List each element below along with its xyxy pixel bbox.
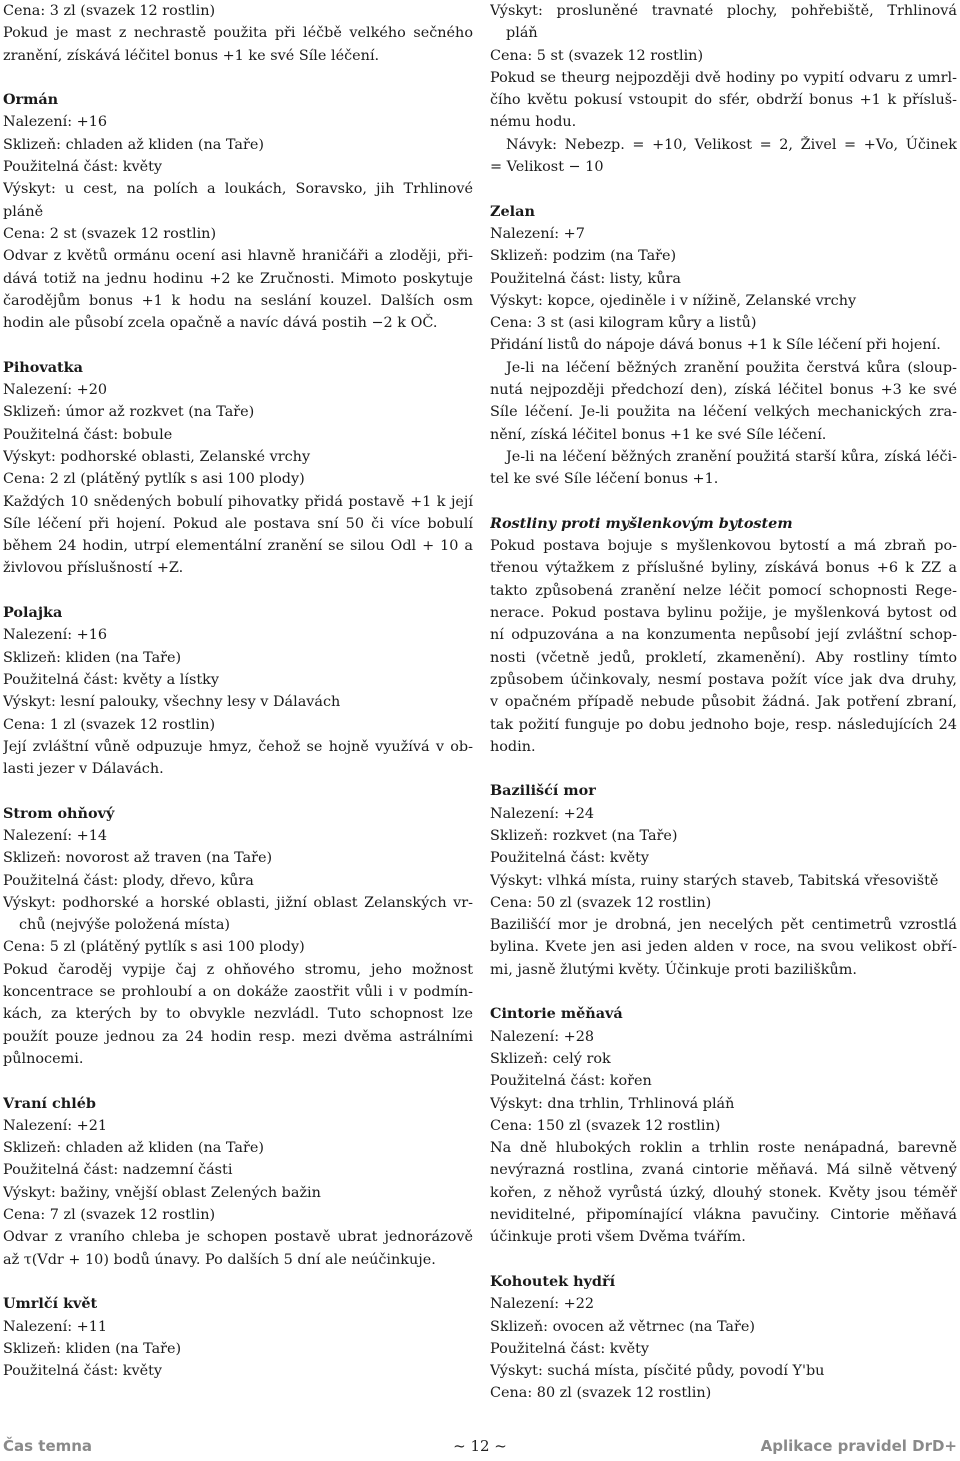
text-line: Sklizeň: podzim (na Taře) xyxy=(490,248,677,265)
text-line: Použitelná část: kořen xyxy=(490,1073,652,1090)
text-line: Návyk: Nebezp. = +10, Velikost = 2, Živel = +Vo, Účinek xyxy=(506,136,957,153)
entry-heading: Umrlčí květ xyxy=(3,1295,98,1313)
text-line: Výskyt: lesní palouky, všechny lesy v Dálavách xyxy=(3,694,341,711)
entry-heading: Cintorie měňavá xyxy=(490,1005,623,1023)
text-line: živlovou příslušností +Z. xyxy=(3,560,184,577)
paragraph-gap xyxy=(3,334,473,356)
text-line: Na dně hlubokých roklin a trhlin roste nenápadná, barevně xyxy=(490,1140,957,1157)
text-line: Výskyt: bažiny, vnější oblast Zelených bažin xyxy=(3,1184,321,1201)
text-line: Použitelná část: plody, dřevo, kůra xyxy=(3,872,254,889)
text-line: hodin. xyxy=(490,738,536,755)
text-line: Výskyt: podhorské a horské oblasti, jižní oblast Zelanských vr- xyxy=(3,894,473,911)
text-line: Je-li na léčení běžných zranění použitá starší kůra, získá léči- xyxy=(506,448,957,465)
text-line: Nalezení: +20 xyxy=(3,382,108,399)
paragraph-gap xyxy=(490,758,957,780)
right-column xyxy=(490,0,957,1405)
text-line: Pokud čaroděj vypije čaj z ohňového stromu, jeho možnost xyxy=(3,961,473,978)
text-line: Cena: 50 zl (svazek 12 rostlin) xyxy=(490,894,712,911)
text-line: Je-li na léčení běžných zranění použita čerstvá kůra (sloup- xyxy=(506,359,957,376)
text-line: Použitelná část: květy xyxy=(3,159,163,176)
text-line: způsobem účinkovaly, nesmí postava požít více jak dva druhy, xyxy=(490,671,957,688)
text-line: Sklizeň: chladen až kliden (na Taře) xyxy=(3,1140,264,1157)
page-number: ~ 12 ~ xyxy=(453,1437,507,1455)
text-line: nutá nejpozději předchozí den), získá léčitel bonus +3 ke své xyxy=(490,382,957,399)
text-line: Použitelná část: květy xyxy=(490,1340,650,1357)
text-line: takto způsobená zranění nelze léčit pomocí schopnosti Rege- xyxy=(490,582,957,599)
text-line: Cena: 3 st (asi kilogram kůry a listů) xyxy=(490,315,757,332)
text-line: Sklizeň: chladen až kliden (na Taře) xyxy=(3,136,264,153)
text-line: Nalezení: +14 xyxy=(3,827,108,844)
text-line: Sklizeň: novorost až traven (na Taře) xyxy=(3,850,273,867)
paragraph-gap xyxy=(3,67,473,89)
left-column xyxy=(3,0,473,1382)
text-line: půlnocemi. xyxy=(3,1050,84,1067)
text-line: Cena: 2 zl (plátěný pytlík s asi 100 plody) xyxy=(3,471,305,488)
text-line: Výskyt: prosluněné travnaté plochy, pohřebiště, Trhlinová xyxy=(490,3,957,19)
text-line: Přidání listů do nápoje dává bonus +1 k Síle léčení při hojení. xyxy=(490,337,941,354)
text-line: Nalezení: +7 xyxy=(490,225,585,242)
entry-heading: Rostliny proti myšlenkovým bytostem xyxy=(490,514,793,532)
text-line: Použitelná část: nadzemní části xyxy=(3,1162,233,1179)
text-line: Cena: 5 st (svazek 12 rostlin) xyxy=(490,47,704,64)
text-line: Použitelná část: květy xyxy=(3,1363,163,1380)
text-line: Odvar z vraního chleba je schopen postavě ubrat jednorázově xyxy=(3,1229,473,1246)
text-line: Nalezení: +28 xyxy=(490,1028,595,1045)
text-line: nevýrazná rostlina, zvaná cintorie měňavá. Má silně větvený xyxy=(490,1162,957,1179)
text-line: kořen, z něhož vyrůstá úzký, dlouhý stonek. Květy jsou téměř xyxy=(490,1184,957,1201)
text-line: až τ(Vdr + 10) bodů únavy. Po dalších 5 dní ale neúčinkuje. xyxy=(3,1251,436,1268)
paragraph-gap xyxy=(3,580,473,602)
paragraph-gap xyxy=(490,178,957,200)
text-line: použít pouze jednou za 24 hodin resp. mezi dvěma astrálními xyxy=(3,1028,473,1045)
paragraph-gap xyxy=(3,1271,473,1293)
text-line: Cena: 150 zl (svazek 12 rostlin) xyxy=(490,1117,721,1134)
text-line: Sklizeň: celý rok xyxy=(490,1050,611,1067)
footer-series-title: Aplikace pravidel DrD+ xyxy=(760,1437,957,1455)
paragraph-gap xyxy=(490,981,957,1003)
text-line: Použitelná část: listy, kůra xyxy=(490,270,681,287)
entry-heading: Polajka xyxy=(3,604,63,622)
text-line: Výskyt: suchá místa, písčité půdy, povodí Y'bu xyxy=(490,1363,825,1380)
text-line: Nalezení: +21 xyxy=(3,1117,108,1134)
text-line: pláně xyxy=(3,203,44,220)
text-line: dává totiž na jednu hodinu +2 ke Zručnosti. Mimoto poskytuje xyxy=(3,270,473,287)
text-line: nosti (včetně jedů, prokletí, zkamenění). Aby rostliny tímto xyxy=(490,649,957,666)
entry-heading: Bazilišćí mor xyxy=(490,782,596,800)
text-line: bylina. Kvete jen asi jeden alden v roce, na svou velikost obří- xyxy=(490,939,957,956)
text-line: Sklizeň: kliden (na Taře) xyxy=(3,649,182,666)
text-line: tak požití funguje po dobu jednoho boje, resp. následujících 24 xyxy=(490,716,957,733)
text-line: Nalezení: +24 xyxy=(490,805,595,822)
page-footer xyxy=(0,1437,960,1461)
text-line: Cena: 3 zl (svazek 12 rostlin) xyxy=(3,3,216,19)
text-line: Nalezení: +16 xyxy=(3,114,108,131)
text-line: chů (nejvýše položená místa) xyxy=(19,917,231,934)
text-line: Sklizeň: kliden (na Taře) xyxy=(3,1340,182,1357)
text-line: hodin ale působí zcela opačně a navíc dává postih −2 k OČ. xyxy=(3,315,438,332)
entry-heading: Vraní chléb xyxy=(3,1094,96,1112)
text-line: tel ke své Síle léčení bonus +1. xyxy=(490,471,719,488)
text-line: Nalezení: +16 xyxy=(3,627,108,644)
text-line: zranění, získává léčitel bonus +1 ke své Síle léčení. xyxy=(3,47,380,64)
text-line: pláň xyxy=(506,25,538,42)
text-line: Sklizeň: rozkvet (na Taře) xyxy=(490,827,678,844)
text-line: neviditelné, připomínající vlákna pavučiny. Cintorie měňavá xyxy=(490,1207,957,1224)
text-line: Výskyt: podhorské oblasti, Zelanské vrchy xyxy=(3,448,311,465)
text-line: Výskyt: dna trhlin, Trhlinová pláň xyxy=(490,1095,735,1112)
text-line: Každých 10 snědených bobulí pihovatky přidá postavě +1 k její xyxy=(3,493,473,510)
entry-heading: Pihovatka xyxy=(3,358,83,376)
entry-heading: Kohoutek hydří xyxy=(490,1272,616,1290)
entry-heading: Zelan xyxy=(490,202,535,220)
text-line: Síle léčení při hojení. Pokud ale postava sní 50 či více bobulí xyxy=(3,515,473,532)
text-line: Pokud postava bojuje s myšlenkovou bytostí a má zbraň po- xyxy=(490,538,957,555)
text-line: Síle léčení. Je-li použita na léčení velkých mechanických zra- xyxy=(490,404,957,421)
text-line: v opačném případě nebude působit žádná. Jak potření zbraní, xyxy=(490,694,957,711)
footer-book-title: Čas temna xyxy=(3,1437,93,1455)
text-line: Pokud se theurg nejpozději dvě hodiny po vypití odvaru z umrl- xyxy=(490,69,957,86)
text-line: mi, jasně žlutými květy. Účinkuje proti baziliškům. xyxy=(490,961,857,978)
text-line: = Velikost − 10 xyxy=(490,159,604,176)
text-line: účinkuje proti všem Dvěma tvářím. xyxy=(490,1229,746,1246)
text-line: Nalezení: +22 xyxy=(490,1296,595,1313)
text-line: Výskyt: u cest, na polích a loukách, Soravsko, jih Trhlinové xyxy=(3,181,473,198)
text-line: Cena: 1 zl (svazek 12 rostlin) xyxy=(3,716,216,733)
text-line: třenou výtažkem z příslušné byliny, získává bonus +6 k ZZ a xyxy=(490,560,957,577)
text-line: nému hodu. xyxy=(490,114,577,131)
text-line: Cena: 2 st (svazek 12 rostlin) xyxy=(3,225,217,242)
text-line: Výskyt: vlhká místa, ruiny starých staveb, Tabitská vřesoviště xyxy=(490,872,939,889)
text-line: čího květu pokusí vstoupit do sfér, obdrží bonus +1 k přísluš- xyxy=(490,92,957,109)
text-line: čarodějům bonus +1 k hodu na seslání kouzel. Dalších osm xyxy=(3,292,473,309)
text-line: Cena: 7 zl (svazek 12 rostlin) xyxy=(3,1207,216,1224)
text-line: Bazilišćí mor je drobná, jen necelých pět centimetrů vzrostlá xyxy=(490,917,957,934)
entry-heading: Strom ohňový xyxy=(3,804,115,822)
entry-heading: Ormán xyxy=(3,91,59,109)
text-line: Odvar z květů ormánu ocení asi hlavně hraničáři a zloději, při- xyxy=(3,248,473,265)
text-line: během 24 hodin, utrpí elementální zranění se silou Odl + 10 a xyxy=(3,538,473,555)
text-line: nění, získá léčitel bonus +1 ke své Síle léčení. xyxy=(490,426,827,443)
paragraph-gap xyxy=(490,1249,957,1271)
text-line: Cena: 80 zl (svazek 12 rostlin) xyxy=(490,1385,712,1402)
text-line: Použitelná část: květy xyxy=(490,850,650,867)
text-line: Pokud je mast z nechrastě použita při léčbě velkého sečného xyxy=(3,25,473,42)
paragraph-gap xyxy=(3,1070,473,1092)
text-line: Nalezení: +11 xyxy=(3,1318,108,1335)
text-line: Použitelná část: květy a lístky xyxy=(3,671,219,688)
text-line: koncentrace se prohloubí a on dokáže zaostřit vůli i v podmín- xyxy=(3,984,473,1001)
text-line: Sklizeň: ovocen až větrnec (na Taře) xyxy=(490,1318,756,1335)
text-line: ní odpuzována a na konzumenta nepůsobí její zvláštní schop- xyxy=(490,627,957,644)
text-line: kách, za kterých by to obvykle nezvládl. Tuto schopnost lze xyxy=(3,1006,473,1023)
text-line: Použitelná část: bobule xyxy=(3,426,173,443)
text-line: Cena: 5 zl (plátěný pytlík s asi 100 plody) xyxy=(3,939,305,956)
paragraph-gap xyxy=(3,780,473,802)
text-line: Sklizeň: úmor až rozkvet (na Taře) xyxy=(3,404,255,421)
text-line: Její zvláštní vůně odpuzuje hmyz, čehož se hojně využívá v ob- xyxy=(3,738,473,755)
text-line: Výskyt: kopce, ojediněle i v nížině, Zelanské vrchy xyxy=(490,292,857,309)
text-line: lasti jezer v Dálavách. xyxy=(3,761,164,778)
paragraph-gap xyxy=(490,491,957,513)
text-line: nerace. Pokud postava bylinu požije, je myšlenková bytost od xyxy=(490,605,957,622)
